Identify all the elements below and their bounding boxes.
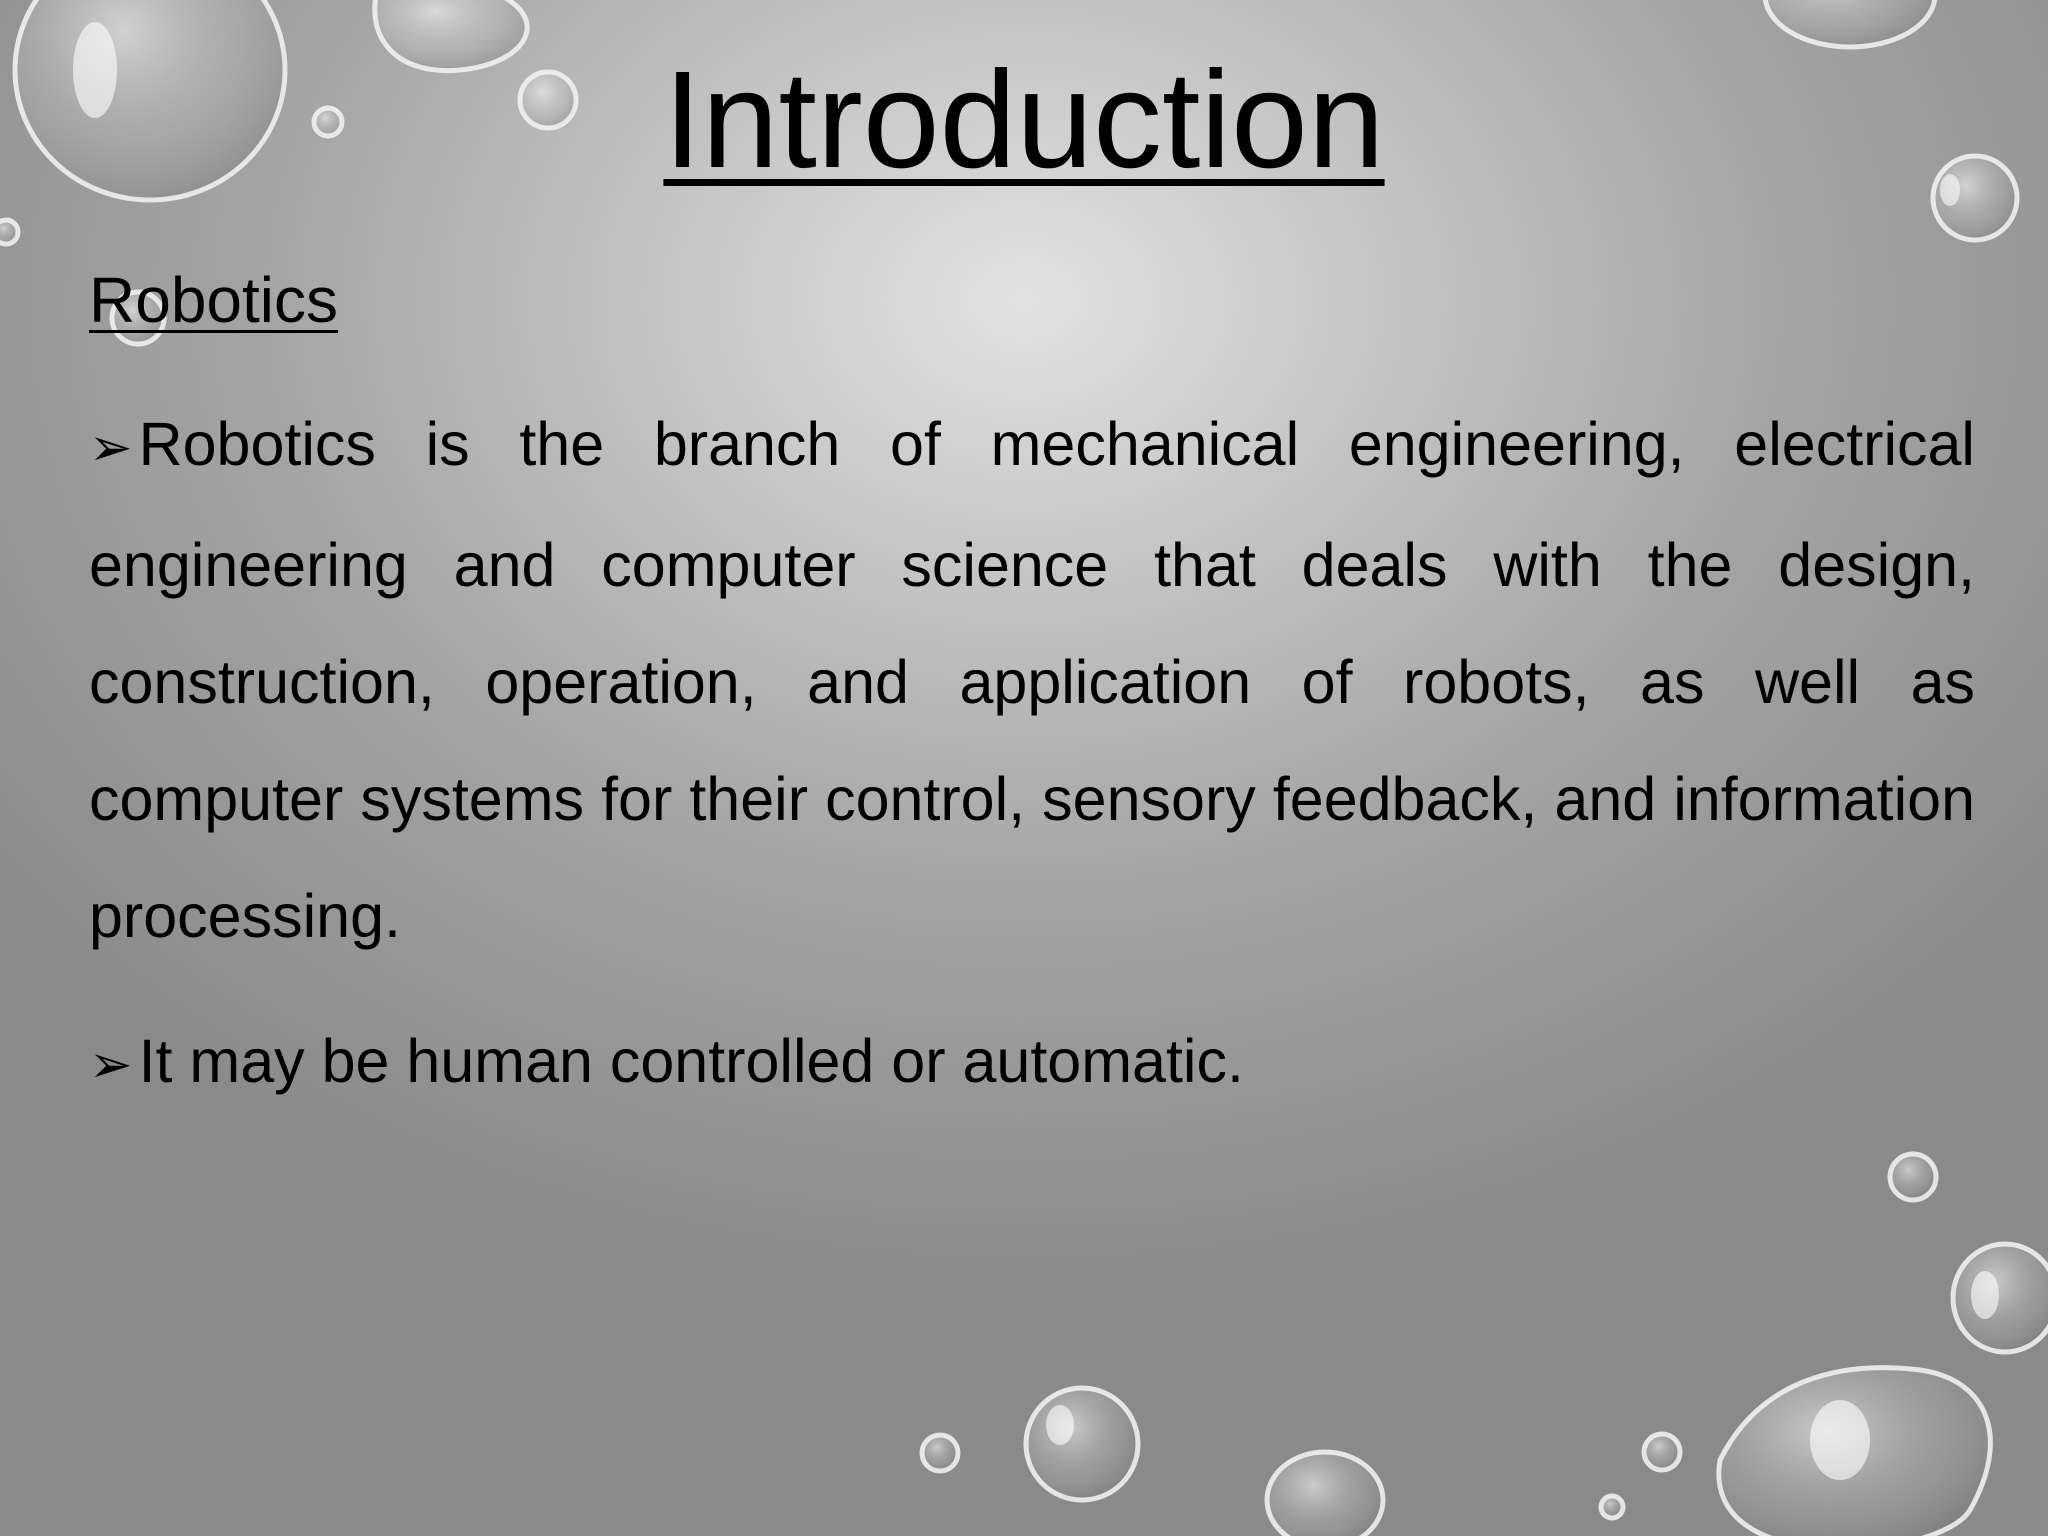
arrow-bullet-icon: ➢ [89,1035,133,1095]
arrow-bullet-icon: ➢ [89,418,133,478]
bullet-list [89,386,1975,1152]
droplet [1026,1388,1138,1500]
droplet [1601,1496,1623,1518]
slide-title-text: Introduction [663,43,1385,197]
droplet [1890,1154,1936,1200]
droplet [1267,1452,1383,1536]
bullet-text: Robotics is the branch of mechanical engineering, electrical engineering and computer science that deals with the design, construction, operation, and application of robots, as well as computer systems for their control, sensory feedback, and information processing. [89,410,1975,950]
droplet [1644,1434,1680,1470]
bullet-item [89,386,1975,975]
droplet [1953,1244,2048,1352]
droplet [922,1435,958,1471]
droplet [0,220,18,244]
section-heading: Robotics [89,264,338,336]
bullet-item [89,1003,1975,1124]
bullet-text: It may be human controlled or automatic. [138,1027,1244,1095]
slide-title [0,40,2048,200]
